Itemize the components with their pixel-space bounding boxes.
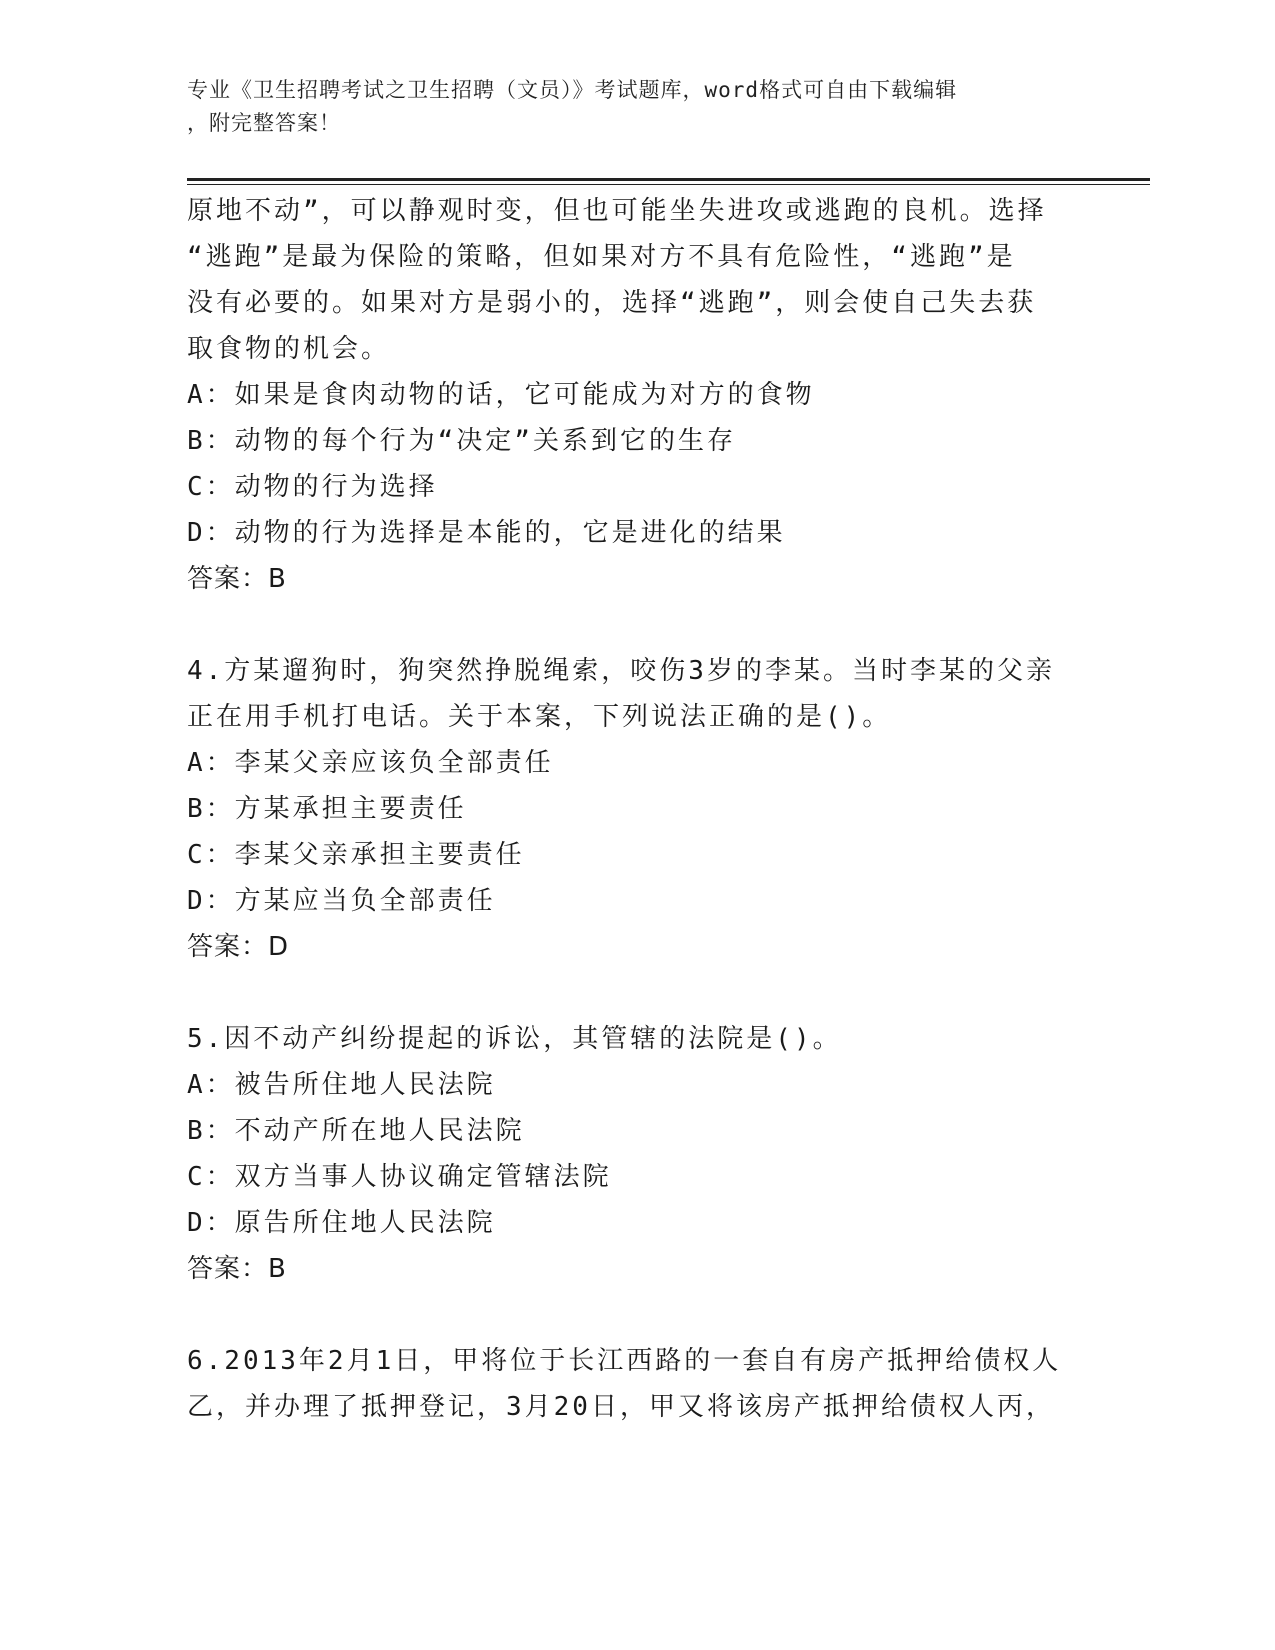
- document-header: [187, 74, 1067, 140]
- option-d: D：原告所住地人民法院: [187, 1208, 496, 1238]
- question-text-line: 原地不动”，可以静观时变，但也可能坐失进攻或逃跑的良机。选择: [187, 196, 1047, 226]
- question-4: [187, 648, 1067, 970]
- answer: 答案：D: [187, 932, 290, 962]
- option-d: D：方某应当负全部责任: [187, 886, 496, 916]
- option-a: A：如果是食肉动物的话，它可能成为对方的食物: [187, 380, 815, 410]
- question-text-line: 没有必要的。如果对方是弱小的，选择“逃跑”，则会使自己失去获: [187, 288, 1037, 318]
- spacer: [187, 970, 1067, 1016]
- question-5: [187, 1016, 1067, 1292]
- question-text-line: 6.2013年2月1日，甲将位于长江西路的一套自有房产抵押给债权人: [187, 1346, 1062, 1376]
- option-d: D：动物的行为选择是本能的，它是进化的结果: [187, 518, 786, 548]
- option-b: B：不动产所在地人民法院: [187, 1116, 525, 1146]
- option-b: B：动物的每个行为“决定”关系到它的生存: [187, 426, 736, 456]
- header-line-2: ，附完整答案！: [187, 111, 341, 135]
- question-text-line: 取食物的机会。: [187, 334, 391, 364]
- answer: 答案：B: [187, 564, 287, 594]
- option-a: A：李某父亲应该负全部责任: [187, 748, 554, 778]
- question-text-line: 乙，并办理了抵押登记，3月20日，甲又将该房产抵押给债权人丙，: [187, 1392, 1055, 1422]
- header-line-1: 专业《卫生招聘考试之卫生招聘（文员）》考试题库，word格式可自由下载编辑: [187, 78, 958, 102]
- question-text-line: 5.因不动产纠纷提起的诉讼，其管辖的法院是()。: [187, 1024, 842, 1054]
- document-body: [187, 188, 1067, 1430]
- option-c: C：双方当事人协议确定管辖法院: [187, 1162, 612, 1192]
- question-text-line: 4.方某遛狗时，狗突然挣脱绳索，咬伤3岁的李某。当时李某的父亲: [187, 656, 1055, 686]
- header-rule-thick: [187, 178, 1150, 181]
- header-rule-thin: [187, 184, 1150, 185]
- spacer: [187, 602, 1067, 648]
- spacer: [187, 1292, 1067, 1338]
- option-a: A：被告所住地人民法院: [187, 1070, 496, 1100]
- question-text-line: 正在用手机打电话。关于本案，下列说法正确的是()。: [187, 702, 892, 732]
- question-text-line: “逃跑”是最为保险的策略，但如果对方不具有危险性，“逃跑”是: [187, 242, 1016, 272]
- question-3-continuation: [187, 188, 1067, 602]
- option-c: C：动物的行为选择: [187, 472, 438, 502]
- option-c: C：李某父亲承担主要责任: [187, 840, 525, 870]
- option-b: B：方某承担主要责任: [187, 794, 467, 824]
- answer: 答案：B: [187, 1254, 287, 1284]
- question-6: [187, 1338, 1067, 1430]
